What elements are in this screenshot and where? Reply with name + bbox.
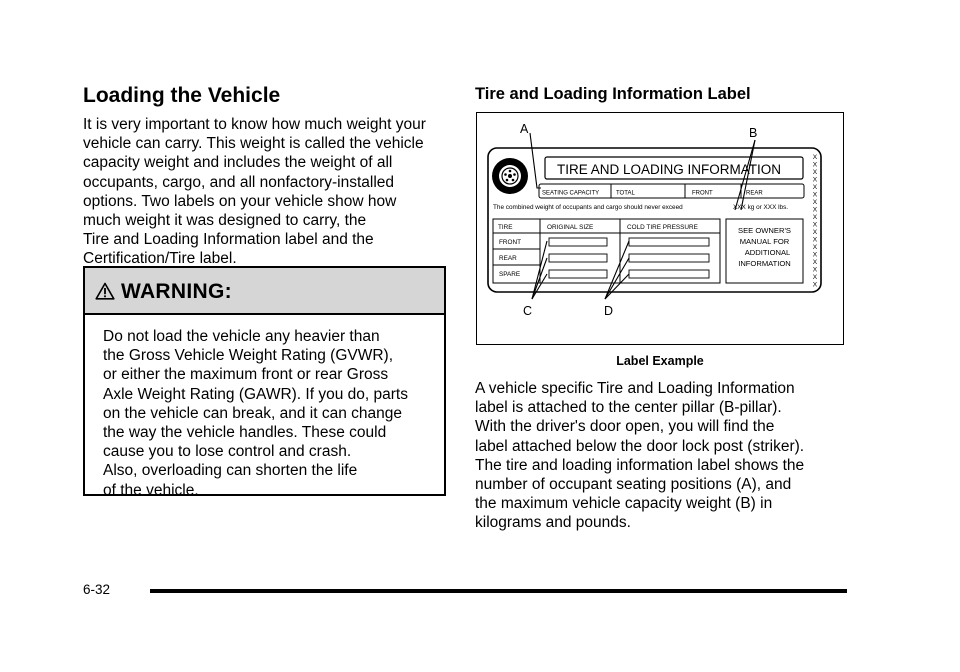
intro-line: capacity weight and includes the weight of all: [83, 154, 393, 172]
x-mark: X: [812, 161, 818, 169]
x-mark: X: [812, 274, 818, 281]
callout-a: A: [520, 122, 529, 136]
warning-line: cause you to lose control and crash.: [103, 443, 352, 461]
paragraph-line: A vehicle specific Tire and Loading Information: [475, 380, 795, 397]
intro-line: vehicle can carry. This weight is called the vehicle: [83, 135, 424, 153]
warning-line: the Gross Vehicle Weight Rating (GVWR),: [103, 347, 394, 365]
callout-b: B: [749, 126, 758, 140]
intro-line: much weight it was designed to carry, the: [83, 212, 367, 230]
x-mark-column: [813, 154, 818, 289]
warning-line: Also, overloading can shorten the life: [103, 462, 358, 480]
manual-note-line: MANUAL FOR: [739, 237, 790, 246]
combined-weight-text: The combined weight of occupants and cargo should never exceed: [493, 204, 683, 211]
tire-label-illustration: [477, 113, 842, 343]
paragraph-line: number of occupant seating positions (A), and: [475, 476, 792, 494]
warning-line: of the vehicle.: [103, 481, 199, 499]
x-mark: X: [812, 244, 818, 251]
label-title: TIRE AND LOADING INFORMATION: [557, 162, 782, 177]
tire-icon: [492, 158, 528, 194]
section-title: Loading the Vehicle: [83, 84, 281, 107]
intro-line: occupants, cargo, and all nonfactory-installed: [83, 173, 395, 191]
manual-note-line: ADDITIONAL: [744, 248, 791, 257]
warning-text: [103, 327, 408, 500]
footer-rule: [150, 589, 847, 593]
figure-caption: Label Example: [616, 354, 704, 368]
header-cold-pressure: COLD TIRE PRESSURE: [627, 224, 698, 231]
paragraph-line: kilograms and pounds.: [475, 514, 631, 532]
intro-line: Tire and Loading Information label and the: [83, 231, 374, 249]
warning-line: Axle Weight Rating (GAWR). If you do, parts: [103, 385, 408, 403]
row-rear: REAR: [499, 255, 517, 262]
warning-box: [83, 266, 446, 499]
warning-triangle-icon: [95, 282, 115, 300]
warning-line: on the vehicle can break, and it can change: [103, 404, 403, 422]
x-mark: X: [812, 176, 818, 184]
field-rear: REAR: [746, 190, 763, 197]
manual-note-line: INFORMATION: [738, 259, 791, 268]
intro-line: It is very important to know how much weight your: [83, 116, 426, 133]
paragraph-line: The tire and loading information label shows the: [475, 456, 805, 474]
callout-d: D: [604, 304, 614, 318]
field-front: FRONT: [692, 190, 713, 197]
x-mark: X: [812, 206, 818, 214]
x-mark: X: [812, 221, 818, 229]
x-mark: X: [812, 259, 818, 266]
warning-title: WARNING:: [121, 280, 232, 303]
intro-line: Certification/Tire label.: [83, 250, 237, 268]
x-mark: X: [812, 184, 818, 191]
warning-line: Do not load the vehicle any heavier than: [103, 328, 380, 345]
x-mark: X: [812, 251, 818, 259]
warning-header: [85, 268, 444, 315]
paragraph-line: With the driver's door open, you will find the: [475, 418, 775, 436]
field-seating: SEATING CAPACITY: [542, 190, 600, 197]
page-number: 6-32: [83, 582, 111, 597]
x-mark: X: [812, 199, 818, 206]
manual-note-line: SEE OWNER'S: [738, 226, 791, 235]
label-figure: [476, 112, 844, 345]
warning-line: the way the vehicle handles. These could: [103, 424, 387, 442]
row-spare: SPARE: [499, 271, 521, 278]
subsection-title: Tire and Loading Information Label: [475, 85, 751, 103]
field-total: TOTAL: [616, 190, 635, 197]
x-mark: X: [812, 214, 818, 221]
row-front: FRONT: [499, 239, 522, 246]
x-mark: X: [812, 229, 818, 236]
warning-line: or either the maximum front or rear Gross: [103, 366, 389, 384]
callout-c: C: [523, 304, 533, 318]
header-original-size: ORIGINAL SIZE: [547, 224, 594, 231]
intro-paragraph: [83, 115, 453, 269]
paragraph-line: the maximum vehicle capacity weight (B) in: [475, 495, 773, 513]
x-mark: X: [812, 169, 818, 176]
x-mark: X: [812, 154, 818, 161]
x-mark: X: [812, 191, 818, 199]
paragraph-line: label is attached to the center pillar (B-pillar).: [475, 399, 782, 417]
intro-line: options. Two labels on your vehicle show how: [83, 192, 397, 210]
header-tire: TIRE: [498, 224, 513, 231]
x-mark: X: [812, 281, 818, 289]
x-mark: X: [812, 236, 818, 244]
label-description-paragraph: [475, 379, 804, 533]
paragraph-line: label attached below the door lock post (striker).: [475, 437, 805, 455]
x-mark: X: [812, 266, 818, 274]
weight-limit-text: XXX kg or XXX lbs.: [733, 204, 789, 211]
